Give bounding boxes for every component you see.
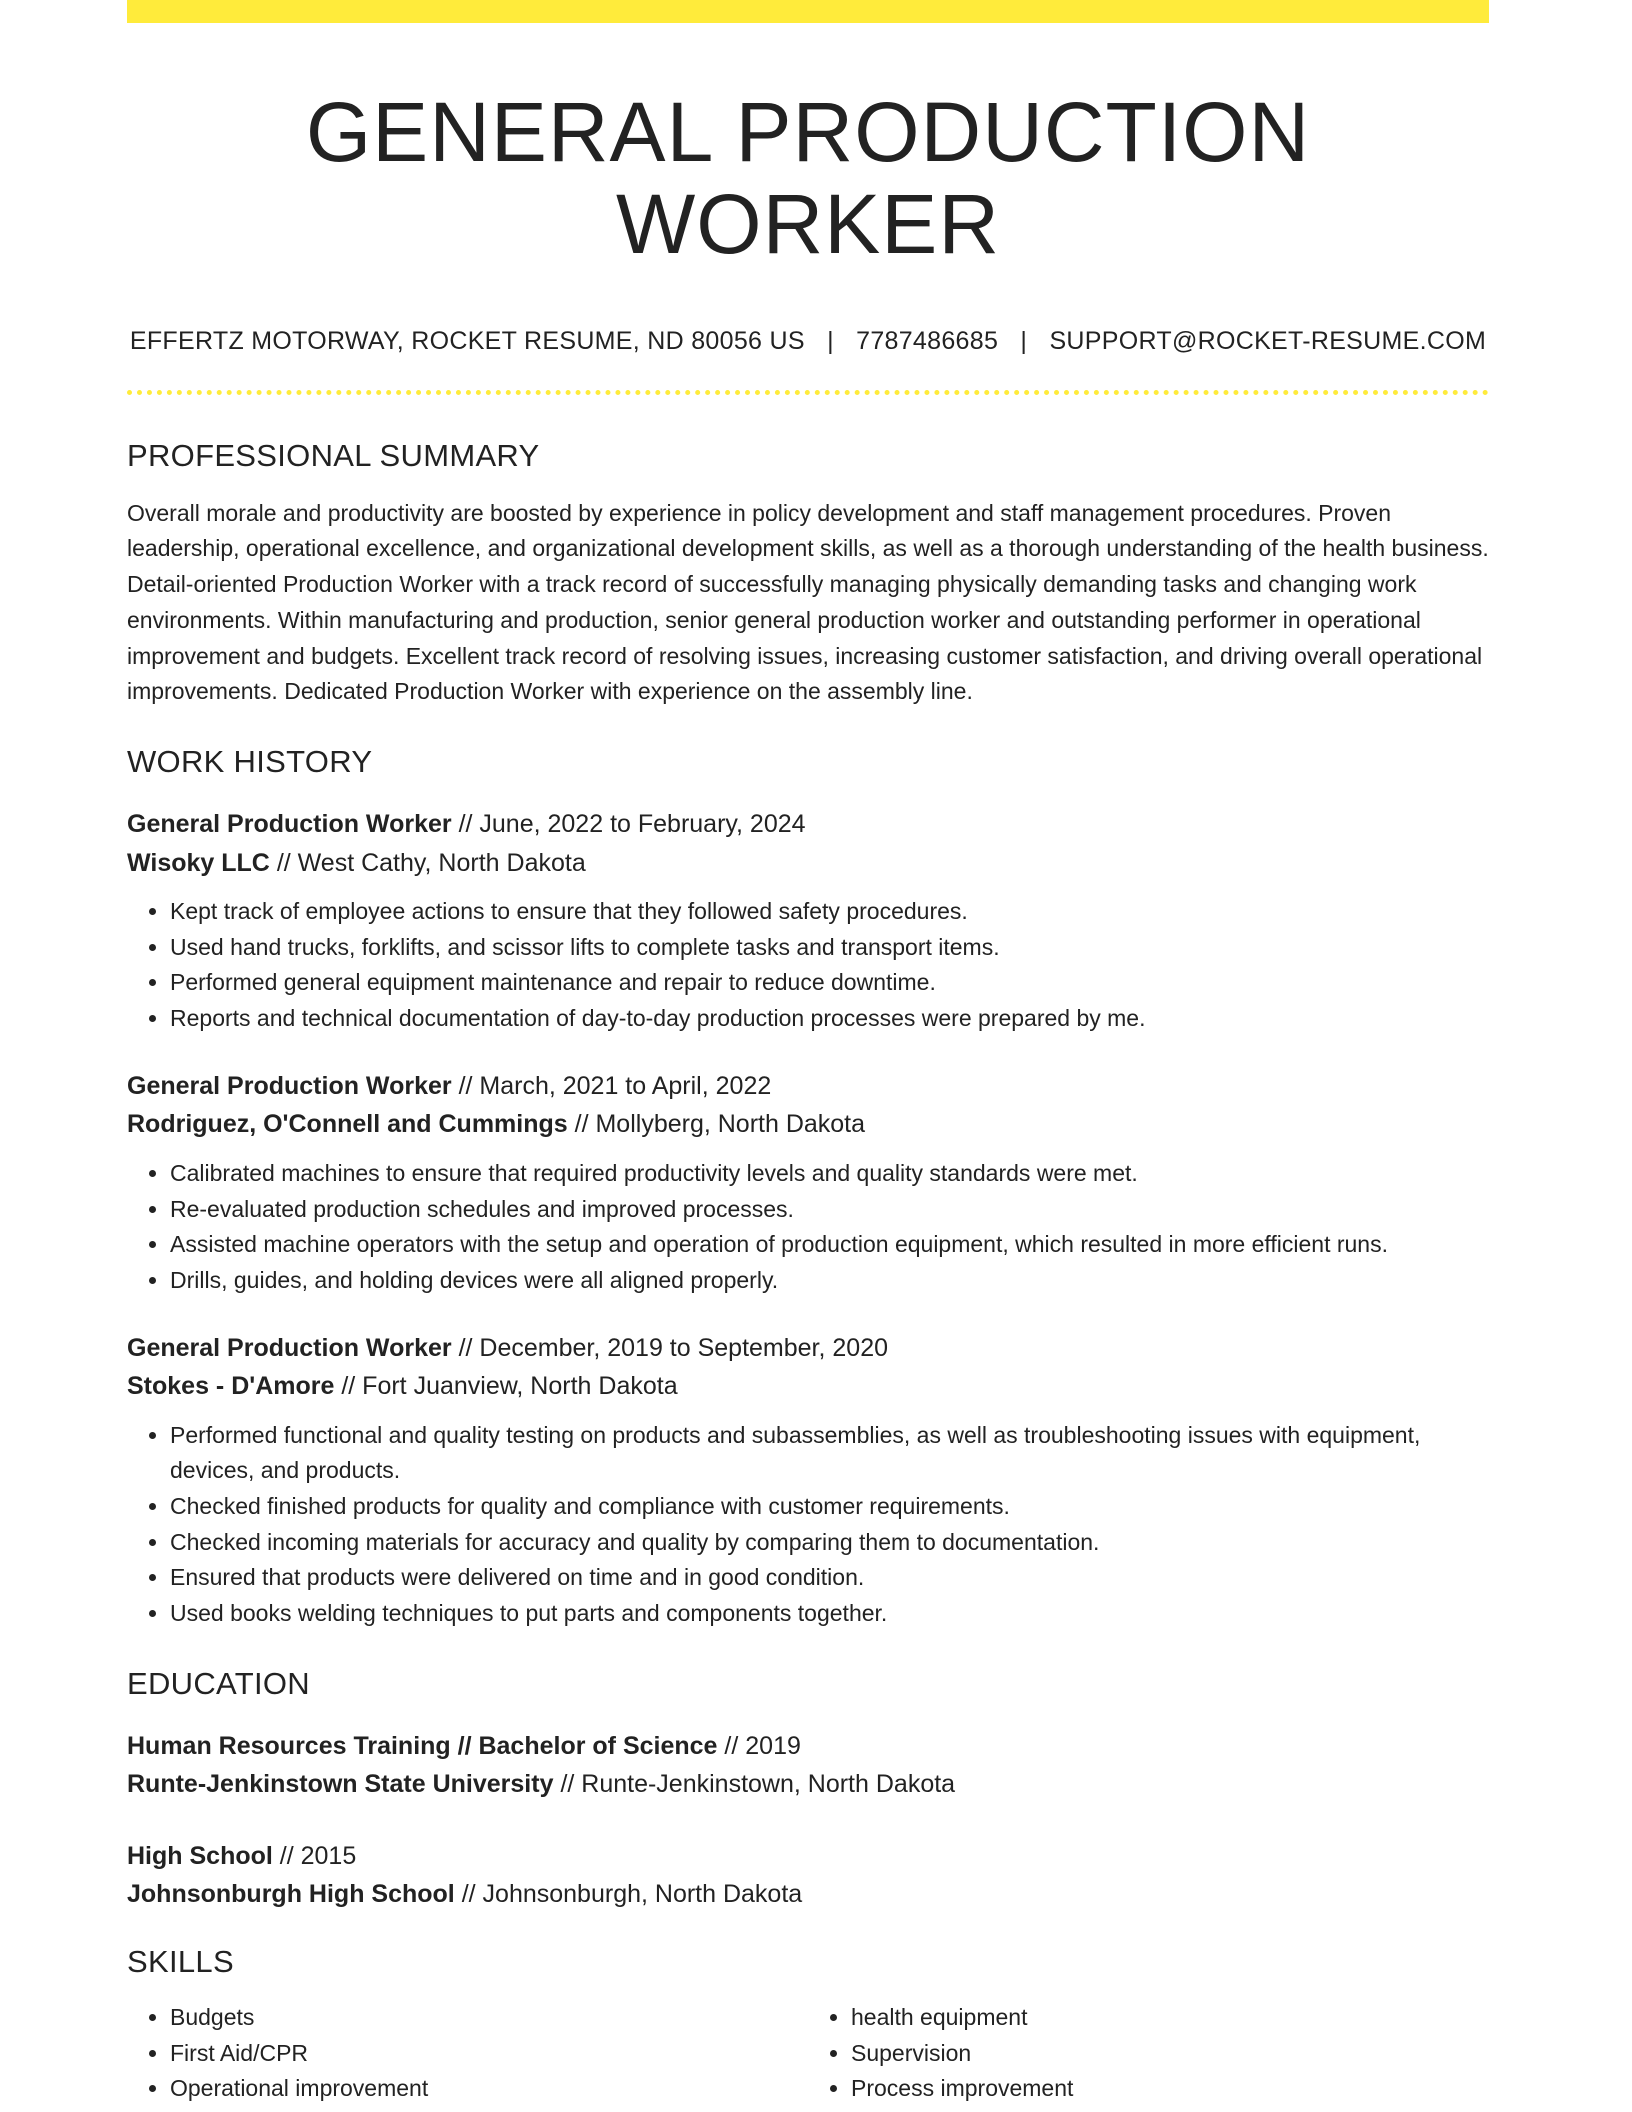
education-year: // 2015 xyxy=(279,1841,357,1870)
job-bullets xyxy=(127,1156,1489,1299)
job-entry xyxy=(127,1329,1489,1632)
job-company-line xyxy=(127,1367,1489,1406)
job-location: // West Cathy, North Dakota xyxy=(276,848,586,877)
education-school-line xyxy=(127,1875,1489,1914)
job-role: General Production Worker xyxy=(127,810,452,838)
job-dates: // December, 2019 to September, 2020 xyxy=(458,1333,889,1362)
job-company: Stokes - D'Amore xyxy=(127,1372,335,1401)
skill-item: • Budgets xyxy=(170,2000,808,2036)
education-year: // 2019 xyxy=(724,1731,801,1760)
job-bullet: • Ensured that products were delivered on time and in good condition. xyxy=(170,1560,1489,1596)
job-bullet: • Drills, guides, and holding devices were all aligned properly. xyxy=(170,1263,1489,1299)
job-title-line xyxy=(127,1329,1489,1368)
section-title-summary: PROFESSIONAL SUMMARY xyxy=(127,437,540,473)
contact-separator: | xyxy=(1020,326,1028,355)
job-entry xyxy=(127,1067,1489,1299)
section-title-education: EDUCATION xyxy=(127,1665,310,1701)
education-location: // Johnsonburgh, North Dakota xyxy=(461,1880,803,1909)
job-company-line xyxy=(127,1105,1489,1144)
skill-item: • Supervision xyxy=(851,2036,1489,2072)
job-bullet: • Used books welding techniques to put parts and components together. xyxy=(170,1596,1489,1632)
resume-page xyxy=(127,0,1489,2107)
job-bullet: • Performed general equipment maintenance and repair to reduce downtime. xyxy=(170,965,1489,1001)
job-bullet: • Assisted machine operators with the setup and operation of production equipment, which resulted in more efficient runs. xyxy=(170,1227,1489,1263)
education-entry xyxy=(127,1727,1489,1804)
contact-separator: | xyxy=(827,326,834,355)
education-degree: High School xyxy=(127,1841,273,1870)
job-bullet: • Used hand trucks, forklifts, and scissor lifts to complete tasks and transport items. xyxy=(170,930,1489,966)
job-bullet: • Re-evaluated production schedules and improved processes. xyxy=(170,1192,1489,1228)
job-title-line xyxy=(127,1067,1489,1106)
job-role: General Production Worker xyxy=(127,1071,452,1100)
education-school: Runte-Jenkinstown State University xyxy=(127,1770,554,1799)
job-location: // Mollyberg, North Dakota xyxy=(574,1110,866,1139)
education-degree-line xyxy=(127,1837,1489,1876)
contact-phone: 7787486685 xyxy=(856,326,999,355)
job-entry xyxy=(127,805,1489,1037)
skills-column-right xyxy=(808,2000,1489,2107)
contact-address: EFFERTZ MOTORWAY, ROCKET RESUME, ND 80056 US xyxy=(129,326,805,355)
job-bullets xyxy=(127,1418,1489,1632)
job-bullet: • Performed functional and quality testing on products and subassemblies, as well as troubleshooting issues with equipment, devices, and products. xyxy=(170,1418,1489,1489)
job-company-line xyxy=(127,844,1489,883)
skill-item: • Operational improvement xyxy=(170,2071,808,2107)
contact-email: SUPPORT@ROCKET-RESUME.COM xyxy=(1049,326,1487,355)
job-bullet: • Checked incoming materials for accuracy and quality by comparing them to documentation. xyxy=(170,1525,1489,1561)
job-location: // Fort Juanview, North Dakota xyxy=(341,1372,678,1401)
section-title-work-history: WORK HISTORY xyxy=(127,744,373,779)
education-location: // Runte-Jenkinstown, North Dakota xyxy=(560,1770,956,1799)
skill-item: • health equipment xyxy=(851,2000,1489,2036)
job-bullet: • Reports and technical documentation of day-to-day production processes were prepared by me. xyxy=(170,1001,1489,1037)
summary-text: Overall morale and productivity are boosted by experience in policy development and staff management procedures. Proven leadership, operational excellence, and organizational development skills, as well as a thorough understanding of the health business. Detail-oriented Production Worker with a track record of successfully managing physically demanding tasks and changing work environments. Within manufacturing and production, senior general production worker and outstanding performer in operational improvement and budgets. Excellent track record of resolving issues, increasing customer satisfaction, and driving overall operational improvements. Dedicated Production Worker with experience on the assembly line. xyxy=(127,499,1489,705)
top-accent-bar xyxy=(127,0,1489,23)
education-degree: Human Resources Training // Bachelor of Science xyxy=(127,1731,718,1760)
education-school: Johnsonburgh High School xyxy=(127,1880,455,1909)
skill-item: • First Aid/CPR xyxy=(170,2036,808,2072)
job-bullet: • Checked finished products for quality and compliance with customer requirements. xyxy=(170,1489,1489,1525)
education-degree-line xyxy=(127,1727,1489,1766)
section-title-skills: SKILLS xyxy=(127,1943,234,1979)
education-entry xyxy=(127,1837,1489,1914)
resume-name: GENERAL PRODUCTION WORKER xyxy=(305,85,1311,272)
job-dates: // June, 2022 to February, 2024 xyxy=(458,810,806,838)
job-bullet: • Kept track of employee actions to ensure that they followed safety procedures. xyxy=(170,894,1489,930)
education-school-line xyxy=(127,1765,1489,1804)
job-bullets xyxy=(127,894,1489,1037)
job-company: Wisoky LLC xyxy=(127,848,270,877)
job-title-line xyxy=(127,805,1489,844)
job-bullet: • Calibrated machines to ensure that required productivity levels and quality standards were met. xyxy=(170,1156,1489,1192)
contact-line xyxy=(127,327,1489,356)
skills-column-left xyxy=(127,2000,808,2107)
job-company: Rodriguez, O'Connell and Cummings xyxy=(127,1110,568,1139)
skills-list xyxy=(127,2000,1489,2107)
job-role: General Production Worker xyxy=(127,1333,452,1362)
job-dates: // March, 2021 to April, 2022 xyxy=(458,1071,772,1100)
skill-item: • Process improvement xyxy=(851,2071,1489,2107)
dotted-divider xyxy=(127,390,1489,395)
